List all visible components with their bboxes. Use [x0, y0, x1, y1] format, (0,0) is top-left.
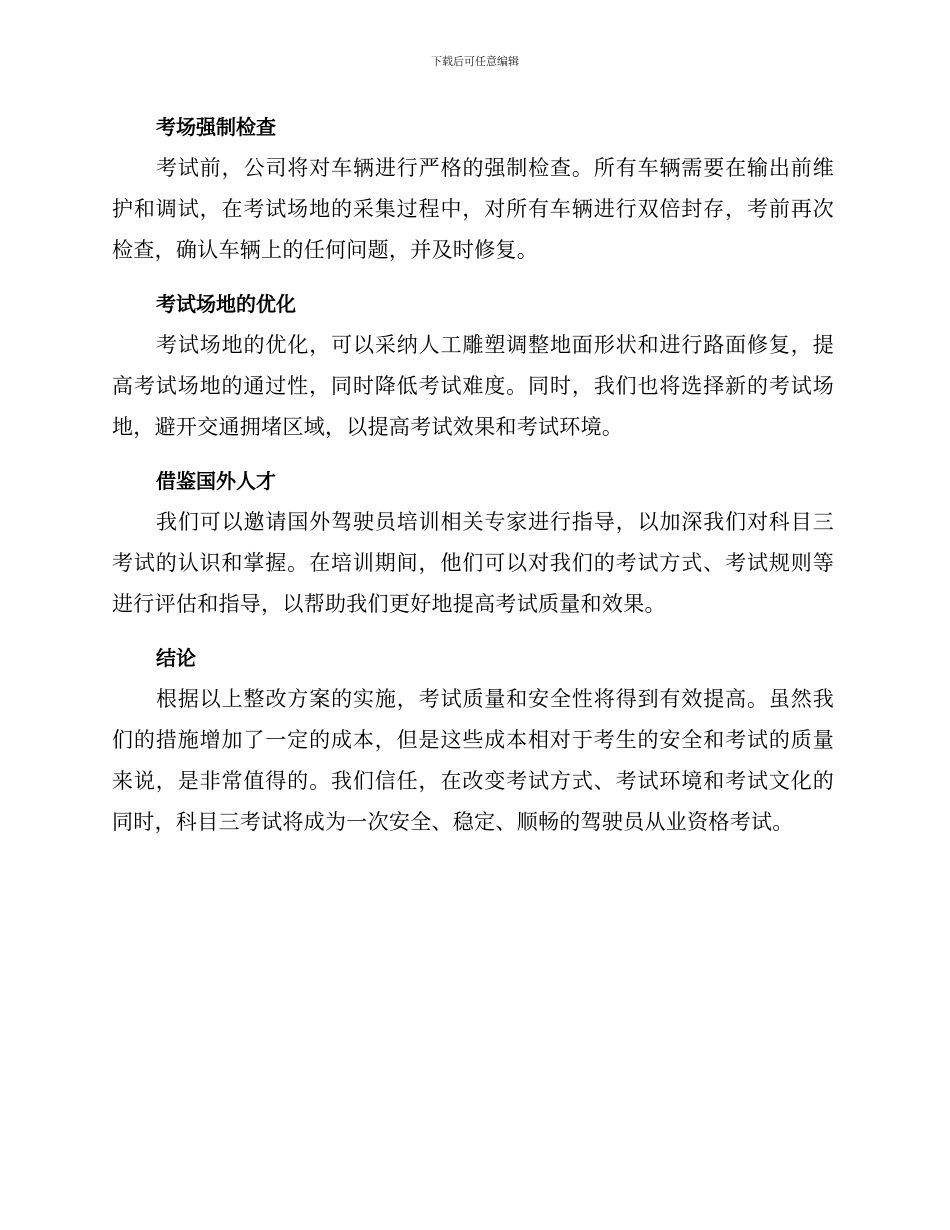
section-heading-inspection: 考场强制检查	[156, 115, 276, 139]
section-foreign-talent	[112, 462, 834, 625]
section-heading-conclusion: 结论	[156, 646, 196, 670]
section-inspection	[112, 108, 834, 271]
section-site-optimization	[112, 285, 834, 448]
document-body	[112, 108, 834, 857]
section-conclusion	[112, 639, 834, 843]
header-note: 下载后可任意编辑	[431, 55, 519, 68]
section-heading-site-optimization: 考试场地的优化	[156, 292, 296, 316]
section-heading-foreign-talent: 借鉴国外人才	[156, 469, 276, 493]
section-paragraph-conclusion: 根据以上整改方案的实施，考试质量和安全性将得到有效提高。虽然我们的措施增加了一定的成本，但是这些成本相对于考生的安全和考试的质量来说，是非常值得的。我们信任，在改变考试方式、考试环境和考试文化的同时，科目三考试将成为一次安全、稳定、顺畅的驾驶员从业资格考试。	[112, 687, 834, 834]
section-paragraph-site-optimization: 考试场地的优化，可以采纳人工雕塑调整地面形状和进行路面修复，提高考试场地的通过性，同时降低考试难度。同时，我们也将选择新的考试场地，避开交通拥堵区域，以提高考试效果和考试环境。	[112, 333, 834, 439]
section-paragraph-inspection: 考试前，公司将对车辆进行严格的强制检查。所有车辆需要在输出前维护和调试，在考试场地的采集过程中，对所有车辆进行双倍封存，考前再次检查，确认车辆上的任何问题，并及时修复。	[112, 156, 834, 262]
section-paragraph-foreign-talent: 我们可以邀请国外驾驶员培训相关专家进行指导，以加深我们对科目三考试的认识和掌握。在培训期间，他们可以对我们的考试方式、考试规则等进行评估和指导，以帮助我们更好地提高考试质量和效果。	[112, 510, 834, 616]
